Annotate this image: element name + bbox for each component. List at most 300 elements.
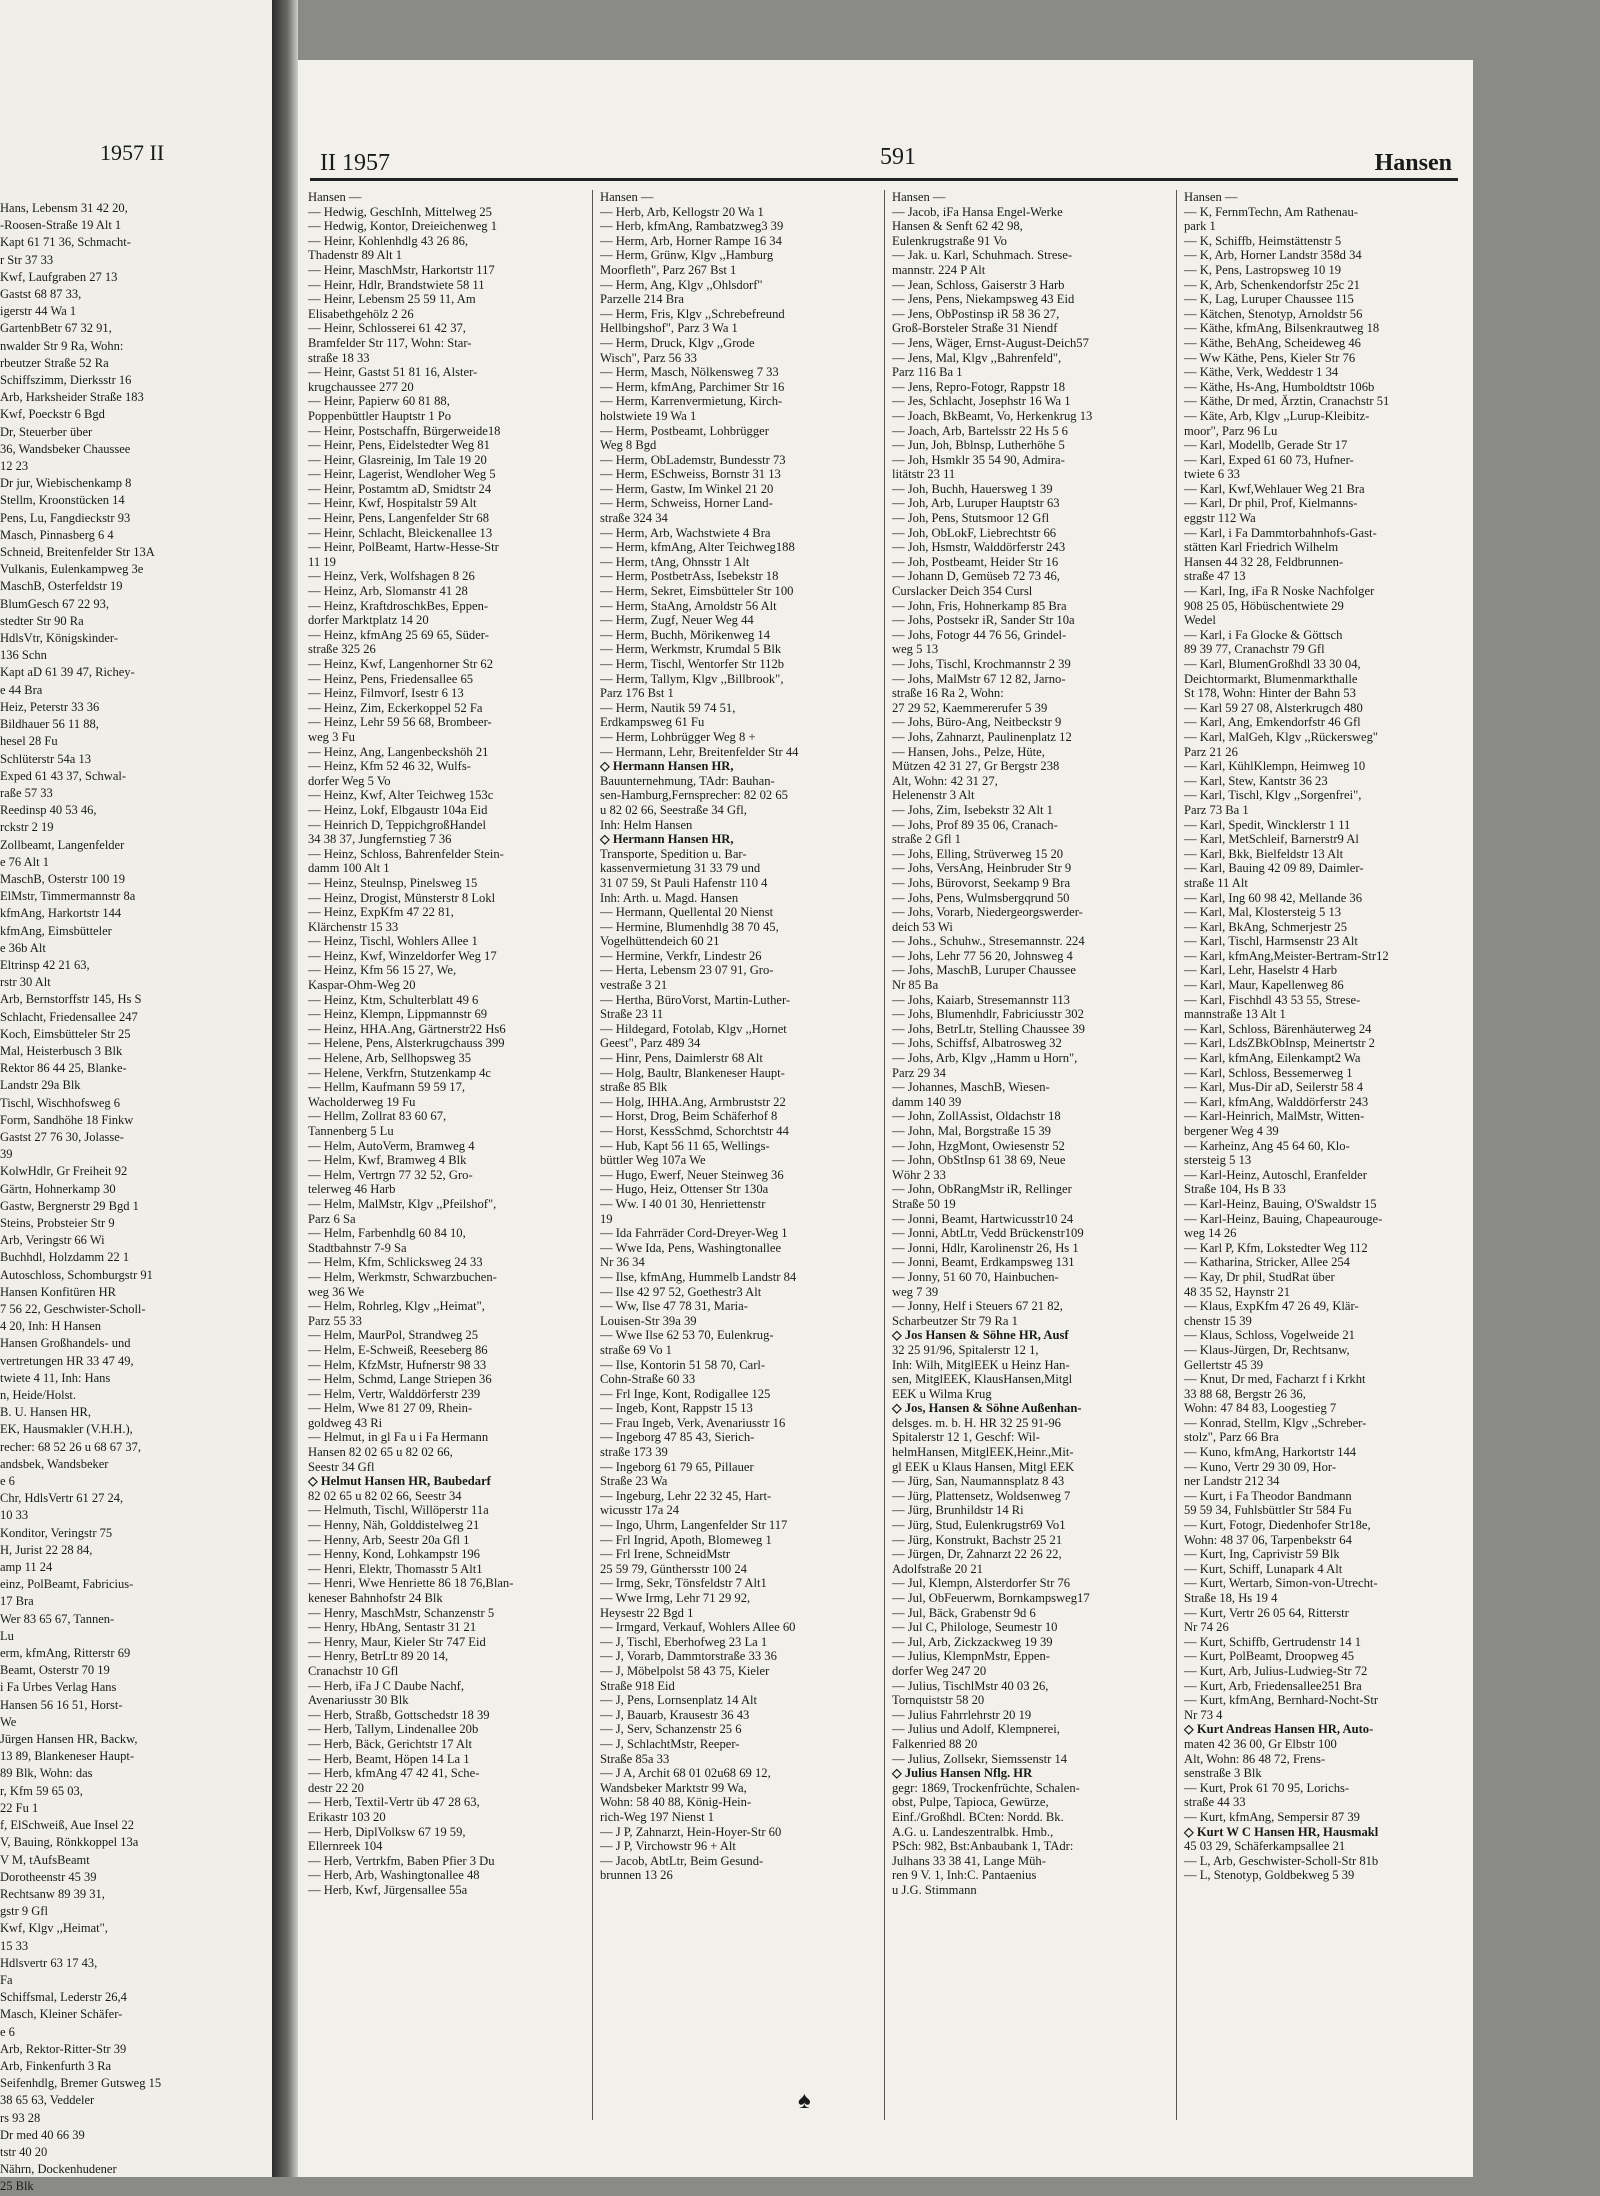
header-rule [310, 178, 1458, 181]
directory-entry-line: — Karl, Exped 61 60 73, Hufner- [1184, 452, 1354, 467]
directory-entry-line: — Joh, ObLokF, Liebrechtstr 66 [892, 525, 1057, 540]
directory-entry-line: Hansen Großhandels- und [0, 1336, 131, 1351]
directory-entry-line: ner Landstr 212 34 [1184, 1474, 1280, 1489]
directory-entry-line: Cohn-Straße 60 33 [600, 1372, 696, 1387]
directory-entry-line: Parz 55 33 [308, 1313, 362, 1328]
directory-entry-line: 59 59 34, Fuhlsbüttler Str 584 Fu [1184, 1503, 1352, 1518]
directory-entry-line: igerstr 44 Wa 1 [0, 304, 77, 319]
directory-column-3 [892, 190, 1170, 2130]
directory-entry-line: Steins, Probsteier Str 9 [0, 1215, 115, 1230]
directory-entry-line: — Kurt, Arb, Julius-Ludwieg-Str 72 [1184, 1663, 1368, 1678]
directory-entry-line: 15 33 [0, 1938, 29, 1953]
directory-entry-line: — Johs, MalMstr 67 12 82, Jarno- [892, 671, 1066, 686]
directory-entry-line: — Jens, Pens, Niekampsweg 43 Eid [892, 292, 1075, 307]
directory-entry-line: mannstraße 13 Alt 1 [1184, 1007, 1286, 1022]
directory-entry-line: Julhans 33 38 41, Lange Müh- [892, 1853, 1046, 1868]
directory-entry-line: — Herb, Kwf, Jürgensallee 55a [308, 1882, 468, 1897]
directory-entry-line: — Heinz, Tischl, Wohlers Allee 1 [308, 934, 478, 949]
directory-entry-line: — J, Pens, Lornsenplatz 14 Alt [600, 1693, 758, 1708]
directory-entry-line: — Herm, Karrenvermietung, Kirch- [600, 394, 783, 409]
directory-entry-line: — Henry, MaschMstr, Schanzenstr 5 [308, 1605, 495, 1620]
directory-entry-line: — John, Mal, Borgstraße 15 39 [892, 1124, 1051, 1138]
directory-entry-line: — Jonni, Beamt, Hartwicusstr10 24 [892, 1211, 1074, 1226]
directory-entry-line: — Heinz, Kfm 52 46 32, Wulfs- [308, 759, 471, 774]
directory-entry-line: — Heinr, Schlosserei 61 42 37, [308, 321, 466, 336]
directory-entry-line: ElMstr, Timmermannstr 8a [0, 889, 136, 904]
directory-entry-line: 136 Schn [0, 648, 47, 663]
directory-entry-line: weg 14 26 [1184, 1226, 1237, 1241]
directory-entry-line: -Roosen-Straße 19 Alt 1 [0, 218, 122, 233]
directory-entry-line: 33 88 68, Bergstr 26 36, [1184, 1386, 1306, 1401]
directory-entry-line: straße 11 Alt [1184, 875, 1248, 890]
directory-entry-line: einz, PolBeamt, Fabricius- [0, 1577, 134, 1592]
directory-entry-line: 39 [0, 1147, 13, 1162]
directory-entry-line: — Karl, Spedit, Wincklerstr 1 11 [1184, 817, 1351, 832]
directory-entry-line: — Karl, Fischhdl 43 53 55, Strese- [1184, 992, 1361, 1007]
directory-entry-line: — Helm, Kwf, Bramweg 4 Blk [308, 1153, 467, 1168]
directory-entry-line: Bildhauer 56 11 88, [0, 717, 99, 732]
directory-entry-line: — Karl P, Kfm, Lokstedter Weg 112 [1184, 1240, 1368, 1255]
directory-entry-line: Wohn: 58 40 88, König-Hein- [600, 1795, 752, 1810]
directory-entry-line: — Wwe Ilse 62 53 70, Eulenkrug- [600, 1328, 774, 1343]
directory-entry-line: — Jürg, Konstrukt, Bachstr 25 21 [892, 1532, 1063, 1547]
directory-entry-line: Chr, HdlsVertr 61 27 24, [0, 1491, 124, 1506]
directory-entry-line: Kapt aD 61 39 47, Richey- [0, 665, 135, 680]
directory-entry-line: — Herb, Straßb, Gottschedstr 18 39 [308, 1707, 490, 1722]
directory-entry-line: — Hedwig, Kontor, Dreieichenweg 1 [308, 219, 498, 234]
directory-entry-line: Elisabethgehölz 2 26 [308, 306, 414, 321]
directory-entry-line: — Johs, Zahnarzt, Paulinenplatz 12 [892, 729, 1072, 744]
directory-entry-line: — Klaus-Jürgen, Dr, Rechtsanw, [1184, 1342, 1350, 1357]
directory-entry-line: — Wwe Ida, Pens, Washingtonallee [600, 1240, 782, 1255]
directory-entry-line: 17 Bra [0, 1594, 34, 1609]
directory-entry-line: Kaspar-Ohm-Weg 20 [308, 978, 416, 993]
directory-entry-line: — Hermine, Verkfr, Lindestr 26 [600, 948, 762, 963]
directory-entry-line: — Hinr, Pens, Daimlerstr 68 Alt [600, 1051, 763, 1066]
directory-entry-line: Seestr 34 Gfl [308, 1459, 375, 1474]
directory-entry-line: straße 47 13 [1184, 569, 1246, 584]
column-divider [884, 190, 885, 2120]
directory-entry-line: — Herm, Tischl, Wentorfer Str 112b [600, 657, 785, 671]
directory-entry-line: BlumGesch 67 22 93, [0, 596, 110, 611]
directory-entry-line: Dr jur, Wiebischenkamp 8 [0, 476, 132, 491]
directory-entry-line: — Jonni, AbtLtr, Vedd Brückenstr109 [892, 1226, 1084, 1241]
directory-entry-line: helmHansen, MitglEEK,Heinr.,Mit- [892, 1445, 1074, 1460]
directory-entry-line: — Jens, ObPostinsp iR 58 36 27, [892, 306, 1060, 321]
directory-entry-line: — Irmg, Sekr, Tönsfeldstr 7 Alt1 [600, 1576, 767, 1591]
directory-entry-line: Mützen 42 31 27, Gr Bergstr 238 [892, 759, 1060, 774]
directory-entry-line: — Kuno, Vertr 29 30 09, Hor- [1184, 1459, 1337, 1474]
directory-entry-line: rich-Weg 197 Nienst 1 [600, 1809, 715, 1824]
directory-entry-line: Beamt, Osterstr 70 19 [0, 1663, 110, 1678]
column-divider [592, 190, 593, 2120]
directory-entry-line: Groß-Borsteler Straße 31 Niendf [892, 321, 1058, 336]
directory-entry-line: Inh: Arth. u. Magd. Hansen [600, 890, 739, 905]
directory-entry-line: — Karl-Heinrich, MalMstr, Witten- [1184, 1109, 1365, 1124]
directory-entry-line: — Karl, kfmAng,Meister-Bertram-Str12 [1184, 948, 1389, 963]
directory-entry-line: ◇ Jos Hansen & Söhne HR, Ausf [892, 1328, 1069, 1343]
directory-entry-line: Schneid, Breitenfelder Str 13A [0, 545, 155, 560]
directory-entry-line: — Karl, Stew, Kantstr 36 23 [1184, 773, 1328, 788]
directory-column-4 [1184, 190, 1462, 2130]
directory-entry-line: litätstr 23 11 [892, 467, 956, 482]
directory-entry-line: straße 85 Blk [600, 1080, 668, 1095]
directory-entry-line: We [0, 1714, 17, 1729]
directory-entry-line: — Kurt, Arb, Friedensallee251 Bra [1184, 1678, 1362, 1693]
directory-entry-line: Hans, Lebensm 31 42 20, [0, 201, 128, 215]
directory-entry-line: — Johs, Büro-Ang, Neitbeckstr 9 [892, 715, 1062, 730]
directory-entry-line: — Jürgen, Dr, Zahnarzt 22 26 22, [892, 1547, 1062, 1562]
directory-entry-line: Gastst 27 76 30, Jolasse- [0, 1129, 124, 1144]
directory-entry-line: — Karl 59 27 08, Alsterkrugch 480 [1184, 700, 1363, 715]
directory-entry-line: A.G. u. Landeszentralbk. Hmb., [892, 1824, 1054, 1839]
directory-entry-line: — Herm, Arb, Horner Rampe 16 34 [600, 233, 782, 248]
directory-entry-line: — Kurt, kfmAng, Bernhard-Nocht-Str [1184, 1693, 1379, 1708]
directory-entry-line: — Heinz, Lehr 59 56 68, Brombeer- [308, 715, 492, 730]
directory-entry-line: — Heinz, Verk, Wolfshagen 8 26 [308, 569, 475, 584]
directory-entry-line: — Herb, Arb, Kellogstr 20 Wa 1 [600, 204, 764, 219]
directory-entry-line: Kwf, Poeckstr 6 Bgd [0, 407, 105, 422]
directory-entry-line: Hansen 44 32 28, Feldbrunnen- [1184, 554, 1344, 569]
directory-entry-line: rckstr 2 19 [0, 820, 54, 835]
directory-entry-line: — Karl, MalGeh, Klgv ,,Rückersweg" [1184, 729, 1379, 744]
directory-entry-line: — J P, Virchowstr 96 + Alt [600, 1839, 736, 1854]
directory-entry-line: ◇ Kurt W C Hansen HR, Hausmakl [1184, 1824, 1379, 1839]
directory-entry-line: — Herta, Lebensm 23 07 91, Gro- [600, 963, 774, 978]
directory-entry-line: Form, Sandhöhe 18 Finkw [0, 1112, 134, 1127]
directory-entry-line: senstraße 3 Blk [1184, 1766, 1262, 1781]
directory-entry-line: — Heinr, Hdlr, Brandstwiete 58 11 [308, 277, 485, 292]
directory-entry-line: — Jacob, iFa Hansa Engel-Werke [892, 204, 1063, 219]
directory-entry-line: — Karl, kfmAng, Walddörferstr 243 [1184, 1094, 1369, 1109]
directory-entry-line: — Heinz, Filmvorf, Isestr 6 13 [308, 686, 464, 701]
directory-entry-line: delsges. m. b. H. HR 32 25 91-96 [892, 1415, 1061, 1430]
directory-entry-line: telerweg 46 Harb [308, 1182, 396, 1197]
directory-entry-line: — Jürg, Stud, Eulenkrugstr69 Vo1 [892, 1518, 1066, 1533]
directory-entry-line: — Helm, Vertrgn 77 32 52, Gro- [308, 1167, 473, 1182]
directory-entry-line: 25 59 79, Günthersstr 100 24 [600, 1561, 747, 1576]
left-page-header: 1957 II [100, 140, 165, 165]
directory-entry-line: — Helm, Farbenhdlg 60 84 10, [308, 1226, 466, 1241]
directory-entry-line: — Heinz, Steulnsp, Pinelsweg 15 [308, 875, 478, 890]
directory-entry-line: — Katharina, Stricker, Allee 254 [1184, 1255, 1350, 1270]
directory-entry-line: Stadtbahnstr 7-9 Sa [308, 1240, 407, 1255]
directory-entry-line: — Heinz, Arb, Slomanstr 41 28 [308, 584, 468, 599]
directory-entry-line: Gastw, Bergnerstr 29 Bgd 1 [0, 1198, 139, 1213]
directory-entry-line: Poppenbüttler Hauptstr 1 Po [308, 408, 452, 423]
directory-entry-line: — Ingeborg 47 85 43, Sierich- [600, 1430, 755, 1445]
directory-entry-line: — Kurt, Schiff, Lunapark 4 Alt [1184, 1561, 1343, 1576]
directory-entry-line: — Karl, Schloss, Bärenhäuterweg 24 [1184, 1021, 1372, 1036]
directory-entry-line: — Herm, Tallym, Klgv ,,Billbrook", [600, 671, 784, 686]
directory-entry-line: — Karl, Modellb, Gerade Str 17 [1184, 438, 1348, 453]
directory-entry-line: 89 Blk, Wohn: das [0, 1766, 93, 1781]
directory-entry-line: St 178, Wohn: Hinter der Bahn 53 [1184, 686, 1356, 701]
directory-entry-line: — Karl, Bauing 42 09 89, Daimler- [1184, 861, 1364, 876]
directory-entry-line: 13 89, Blankeneser Haupt- [0, 1749, 134, 1764]
directory-entry-line: — Frl Irene, SchneidMstr [600, 1547, 731, 1562]
directory-entry-line: 45 03 29, Schäferkampsallee 21 [1184, 1839, 1346, 1854]
directory-entry-line: Parz 29 34 [892, 1065, 946, 1080]
directory-entry-line: erm, kfmAng, Ritterstr 69 [0, 1646, 131, 1661]
directory-entry-line: — Heinz, Pens, Friedensallee 65 [308, 671, 474, 686]
directory-entry-line: Hansen Konfitüren HR [0, 1284, 116, 1299]
directory-entry-line: V, Bauing, Rönkkoppel 13a [0, 1835, 139, 1850]
directory-entry-line: goldweg 43 Ri [308, 1415, 383, 1430]
directory-entry-line: n, Heide/Holst. [0, 1388, 77, 1403]
directory-entry-line: straße 324 34 [600, 511, 668, 526]
directory-entry-line: 34 38 37, Jungfernstieg 7 36 [308, 832, 452, 847]
directory-entry-line: — Herm, Gastw, Im Winkel 21 20 [600, 481, 774, 496]
directory-entry-line: Nr 73 4 [1184, 1707, 1223, 1722]
directory-entry-line: — Helene, Verkfrn, Stutzenkamp 4c [308, 1065, 492, 1080]
directory-entry-line: — Käthe, BehAng, Scheideweg 46 [1184, 335, 1361, 350]
directory-entry-line: — Wwe Irmg, Lehr 71 29 92, [600, 1591, 751, 1605]
directory-entry-line: Dr, Steuerber über [0, 424, 93, 439]
directory-entry-line: — Heinr, Schlacht, Bleickenallee 13 [308, 525, 493, 540]
directory-entry-line: Alt, Wohn: 86 48 72, Frens- [1184, 1751, 1326, 1766]
directory-entry-line: — Helm, Rohrleg, Klgv ,,Heimat", [308, 1299, 485, 1314]
directory-entry-line: — Jonny, 51 60 70, Hainbuchen- [892, 1269, 1059, 1284]
directory-entry-line: — J, Bauarb, Krausestr 36 43 [600, 1707, 750, 1722]
directory-entry-line: Gellertstr 45 39 [1184, 1357, 1264, 1372]
directory-entry-line: Rektor 86 44 25, Blanke- [0, 1061, 127, 1076]
directory-entry-line: 25 Blk [0, 2179, 34, 2194]
directory-entry-line: — Herb, DiplVolksw 67 19 59, [308, 1824, 466, 1839]
directory-entry-line: Koch, Eimsbütteler Str 25 [0, 1026, 131, 1041]
directory-entry-line: — Frl Ingrid, Apoth, Blomeweg 1 [600, 1532, 772, 1547]
directory-entry-line: — Jonni, Beamt, Erdkampsweg 131 [892, 1255, 1075, 1270]
directory-entry-line: rbeutzer Straße 52 Ra [0, 355, 109, 370]
directory-entry-line: — Herb, kfmAng 47 42 41, Sche- [308, 1766, 480, 1781]
directory-entry-line: — Jürg, Plattensetz, Woldsenweg 7 [892, 1488, 1071, 1503]
directory-entry-line: — Kurt, Ing, Caprivistr 59 Blk [1184, 1547, 1340, 1562]
directory-entry-line: — Heinr, Kohlenhdlg 43 26 86, [308, 233, 469, 248]
directory-entry-line: Schiffszimm, Dierksstr 16 [0, 373, 132, 388]
directory-entry-line: gstr 9 Gfl [0, 1904, 48, 1919]
directory-entry-line: Adolfstraße 20 21 [892, 1561, 983, 1576]
directory-entry-line: — Johs, Bürovorst, Seekamp 9 Bra [892, 875, 1071, 890]
directory-entry-line: — Helm, MaurPol, Strandweg 25 [308, 1328, 478, 1343]
directory-page [298, 60, 1473, 2177]
directory-entry-line: — J P, Zahnarzt, Hein-Hoyer-Str 60 [600, 1824, 782, 1839]
directory-entry-line: Buchhdl, Holzdamm 22 1 [0, 1250, 130, 1265]
directory-entry-line: — Helm, Schmd, Lange Striepen 36 [308, 1372, 492, 1387]
directory-entry-line: — Kurt, Schiffb, Gertrudenstr 14 1 [1184, 1634, 1362, 1649]
directory-entry-line: — Johann D, Gemüseb 72 73 46, [892, 569, 1060, 584]
directory-entry-line: stolz", Parz 66 Bra [1184, 1430, 1279, 1445]
directory-entry-line: — Heinz, Lokf, Elbgaustr 104a Eid [308, 802, 488, 817]
directory-entry-line: — K, Arb, Horner Landstr 358d 34 [1184, 248, 1362, 263]
directory-entry-line: e 36b Alt [0, 940, 46, 955]
directory-entry-line: recher: 68 52 26 u 68 67 37, [0, 1439, 141, 1454]
directory-entry-line: — Heinr, Gastst 51 81 16, Alster- [308, 365, 478, 380]
directory-entry-line: Jürgen Hansen HR, Backw, [0, 1732, 138, 1747]
directory-entry-line: Rechtsanw 89 39 31, [0, 1886, 105, 1901]
directory-entry-line: EEK u Wilma Krug [892, 1386, 992, 1401]
directory-entry-line: — Johs, Postsekr iR, Sander Str 10a [892, 613, 1075, 628]
directory-entry-line: holstwiete 19 Wa 1 [600, 408, 697, 423]
directory-entry-line: — Heinz, ExpKfm 47 22 81, [308, 905, 454, 920]
directory-entry-line: ◇ Kurt Andreas Hansen HR, Auto- [1184, 1722, 1374, 1737]
directory-entry-line: — Herm, Grünw, Klgv ,,Hamburg [600, 248, 774, 263]
directory-entry-line: — Heinr, Lagerist, Wendloher Weg 5 [308, 467, 496, 482]
directory-entry-line: — Klaus, Schloss, Vogelweide 21 [1184, 1328, 1355, 1343]
directory-entry-line: — Heinz, Kfm 56 15 27, We, [308, 963, 457, 978]
directory-entry-line: kassenvermietung 31 33 79 und [600, 861, 761, 876]
directory-entry-line: — Herm, Schweiss, Horner Land- [600, 496, 773, 511]
directory-entry-line: — Ww, Ilse 47 78 31, Maria- [600, 1299, 748, 1314]
directory-entry-line: — Heinz, Ang, Langenbeckshöh 21 [308, 744, 489, 759]
directory-entry-line: damm 100 Alt 1 [308, 861, 390, 876]
directory-entry-line: hesel 28 Fu [0, 734, 58, 749]
directory-entry-line: — Karl, LdsZBkObInsp, Meinertstr 2 [1184, 1036, 1375, 1051]
directory-entry-line: u J.G. Stimmann [892, 1882, 977, 1897]
directory-entry-line: — Heinr, Postamtm aD, Smidtstr 24 [308, 481, 492, 496]
directory-entry-line: 908 25 05, Höbüschentwiete 29 [1184, 598, 1344, 613]
page-number: 591 [880, 144, 916, 170]
directory-entry-line: straße 69 Vo 1 [600, 1342, 672, 1357]
directory-entry-line: Hansen 82 02 65 u 82 02 66, [308, 1445, 453, 1460]
directory-entry-line: r, Kfm 59 65 03, [0, 1783, 83, 1798]
directory-entry-line: — Johs, BetrLtr, Stelling Chaussee 39 [892, 1021, 1085, 1036]
directory-entry-line: nwalder Str 9 Ra, Wohn: [0, 338, 124, 353]
directory-entry-line: — Ilse, Kontorin 51 58 70, Carl- [600, 1357, 766, 1372]
directory-entry-line: — Johs, Prof 89 35 06, Cranach- [892, 817, 1058, 832]
directory-entry-line: — Karheinz, Ang 45 64 60, Klo- [1184, 1138, 1350, 1153]
directory-entry-line: — Ingeb, Kont, Rappstr 15 13 [600, 1401, 753, 1416]
directory-entry-line: 89 39 77, Cranachstr 79 Gfl [1184, 642, 1325, 657]
directory-entry-line: — Heinr, Glasreinig, Im Tale 19 20 [308, 452, 487, 467]
directory-entry-line: Tornquiststr 58 20 [892, 1693, 985, 1708]
directory-entry-line: Falkenried 88 20 [892, 1736, 978, 1751]
directory-entry-line: — Helm, E-Schweiß, Reeseberg 86 [308, 1342, 488, 1357]
directory-entry-line: — John, ObStInsp 61 38 69, Neue [892, 1153, 1066, 1168]
directory-entry-line: — Karl, Tischl, Harmsenstr 23 Alt [1184, 934, 1358, 949]
directory-entry-line: — Julius und Adolf, Klempnerei, [892, 1722, 1060, 1737]
directory-entry-line: — Heinr, Papierw 60 81 88, [308, 394, 450, 409]
directory-entry-line: — Herm, Druck, Klgv ,,Grode [600, 335, 755, 350]
directory-entry-line: — Kurt, kfmAng, Sempersir 87 39 [1184, 1809, 1360, 1824]
directory-entry-line: — K, Lag, Luruper Chaussee 115 [1184, 292, 1354, 307]
directory-entry-line: — J, Vorarb, Dammtorstraße 33 36 [600, 1649, 777, 1664]
directory-entry-line: Mal, Heisterbusch 3 Blk [0, 1043, 123, 1058]
directory-entry-line: Moorfleth", Parz 267 Bst 1 [600, 262, 737, 277]
directory-entry-line: Arb, Rektor-Ritter-Str 39 [0, 2041, 127, 2056]
directory-entry-line: — Käthe, Hs-Ang, Humboldtstr 106b [1184, 379, 1375, 394]
directory-entry-line: — Karl, i Fa Glocke & Göttsch [1184, 627, 1343, 642]
directory-entry-line: rstr 30 Alt [0, 975, 51, 990]
directory-entry-line: — Hertha, BüroVorst, Martin-Luther- [600, 992, 791, 1007]
directory-entry-line: Cranachstr 10 Gfl [308, 1663, 399, 1678]
directory-entry-line: Nr 85 Ba [892, 978, 939, 993]
directory-entry-line: — Karl, i Fa Dammtorbahnhofs-Gast- [1184, 525, 1377, 540]
directory-entry-line: — Kurt, PolBeamt, Droopweg 45 [1184, 1649, 1354, 1664]
book-gutter [272, 0, 298, 2177]
directory-entry-line: — Herm, Lohbrügger Weg 8 + [600, 729, 756, 744]
directory-entry-line: Vogelhüttendeich 60 21 [600, 934, 720, 949]
directory-entry-line: Hansen — [308, 190, 362, 204]
directory-entry-line: Straße 50 19 [892, 1196, 956, 1211]
directory-entry-line: — Helmut, in gl Fa u i Fa Hermann [308, 1430, 489, 1445]
directory-entry-line: — Karl, Kwf,Wehlauer Weg 21 Bra [1184, 481, 1365, 496]
directory-entry-line: KolwHdlr, Gr Freiheit 92 [0, 1164, 128, 1179]
directory-entry-line: — Hugo, Ewerf, Neuer Steinweg 36 [600, 1167, 784, 1182]
directory-entry-line: e 6 [0, 1474, 15, 1489]
directory-entry-line: — Käte, Arb, Klgv ,,Lurup-Kleibitz- [1184, 408, 1370, 423]
directory-entry-line: 10 33 [0, 1508, 29, 1523]
directory-entry-line: Vulkanis, Eulenkampweg 3e [0, 562, 144, 577]
directory-entry-line: — Johs, Tischl, Krochmannstr 2 39 [892, 657, 1071, 671]
directory-entry-line: weg 5 13 [892, 642, 939, 657]
directory-entry-line: Hellbingshof", Parz 3 Wa 1 [600, 321, 738, 336]
directory-entry-line: Landstr 29a Blk [0, 1078, 81, 1093]
directory-entry-line: Erdkampsweg 61 Fu [600, 715, 705, 730]
directory-entry-line: — Joh, Postbeamt, Heider Str 16 [892, 554, 1059, 569]
directory-entry-line: — Herm, Sekret, Eimsbütteler Str 100 [600, 584, 794, 599]
directory-entry-line: Hansen 56 16 51, Horst- [0, 1697, 123, 1712]
directory-entry-line: — Joh, Pens, Stutsmoor 12 Gfl [892, 511, 1050, 526]
directory-entry-line: — Johs, Lehr 77 56 20, Johnsweg 4 [892, 948, 1073, 963]
directory-entry-line: gegr: 1869, Trockenfrüchte, Schalen- [892, 1780, 1080, 1795]
directory-entry-line: — Herb, Beamt, Höpen 14 La 1 [308, 1751, 470, 1766]
directory-entry-line: weg 3 Fu [308, 729, 355, 744]
directory-entry-line: — Heinz, HHA.Ang, Gärtnerstr22 Hs6 [308, 1021, 506, 1036]
directory-entry-line: Wisch", Parz 56 33 [600, 350, 697, 365]
directory-entry-line: — Käthe, kfmAng, Bilsenkrautweg 18 [1184, 321, 1380, 336]
directory-entry-line: stersteig 5 13 [1184, 1153, 1252, 1168]
directory-entry-line: e 6 [0, 2024, 15, 2039]
directory-entry-line: — Ingo, Uhrm, Langenfelder Str 117 [600, 1518, 788, 1533]
directory-entry-line: — Herb, iFa J C Daube Nachf, [308, 1678, 464, 1693]
directory-entry-line: — Konrad, Stellm, Klgv ,,Schreber- [1184, 1415, 1367, 1430]
directory-entry-line: — Johs, VersAng, Heinbruder Str 9 [892, 861, 1072, 876]
directory-entry-line: V M, tAufsBeamt [0, 1852, 90, 1867]
directory-entry-line: i Fa Urbes Verlag Hans [0, 1680, 117, 1695]
directory-entry-line: dorfer Weg 247 20 [892, 1663, 987, 1678]
directory-entry-line: Klärchenstr 15 33 [308, 919, 399, 934]
directory-entry-line: — Ingeborg 61 79 65, Pillauer [600, 1459, 754, 1474]
directory-entry-line: — Helm, Vertr, Walddörferstr 239 [308, 1386, 481, 1401]
directory-entry-line: B. U. Hansen HR, [0, 1405, 91, 1420]
directory-entry-line: büttler Weg 107a We [600, 1153, 706, 1168]
directory-entry-line: — Herm, Fris, Klgv ,,Schrebefreund [600, 306, 785, 321]
directory-entry-line: Heysestr 22 Bgd 1 [600, 1605, 694, 1620]
directory-entry-line: Wohn: 47 84 83, Loogestieg 7 [1184, 1401, 1337, 1416]
directory-entry-line: — Käthe, Dr med, Ärztin, Cranachstr 51 [1184, 394, 1390, 409]
directory-entry-line: Wöhr 2 33 [892, 1167, 946, 1182]
directory-entry-line: — Johs, Kaiarb, Stresemannstr 113 [892, 992, 1070, 1007]
directory-entry-line: — Heinz, kfmAng 25 69 65, Süder- [308, 627, 489, 642]
directory-entry-line: Eulenkrugstraße 91 Vo [892, 233, 1007, 248]
directory-entry-line: Pens, Lu, Fangdieckstr 93 [0, 510, 131, 525]
directory-entry-line: — Hellm, Zollrat 83 60 67, [308, 1109, 447, 1124]
directory-entry-line: twiete 4 11, Inh: Hans [0, 1370, 111, 1385]
directory-entry-line: — Johs., Schuhw., Stresemannstr. 224 [892, 934, 1085, 949]
directory-entry-line: — J A, Archit 68 01 02u68 69 12, [600, 1766, 771, 1781]
directory-entry-line: Schiffsmal, Lederstr 26,4 [0, 1990, 127, 2005]
directory-entry-line: — Henny, Näh, Golddistelweg 21 [308, 1518, 480, 1533]
directory-entry-line: — Karl, Mus-Dir aD, Seilerstr 58 4 [1184, 1080, 1364, 1095]
directory-entry-line: — Irmgard, Verkauf, Wohlers Allee 60 [600, 1620, 796, 1635]
directory-entry-line: — Heinr, PolBeamt, Hartw-Hesse-Str [308, 540, 499, 555]
directory-entry-line: Bramfelder Str 117, Wohn: Star- [308, 335, 472, 350]
directory-entry-line: — Jul C, Philologe, Seumestr 10 [892, 1620, 1058, 1635]
directory-entry-line: — L, Stenotyp, Goldbekweg 5 39 [1184, 1868, 1355, 1883]
directory-entry-line: — J, Möbelpolst 58 43 75, Kieler [600, 1663, 770, 1678]
directory-entry-line: Hansen & Senft 62 42 98, [892, 219, 1023, 234]
directory-entry-line: Inh: Wilh, MitglEEK u Heinz Han- [892, 1357, 1070, 1372]
